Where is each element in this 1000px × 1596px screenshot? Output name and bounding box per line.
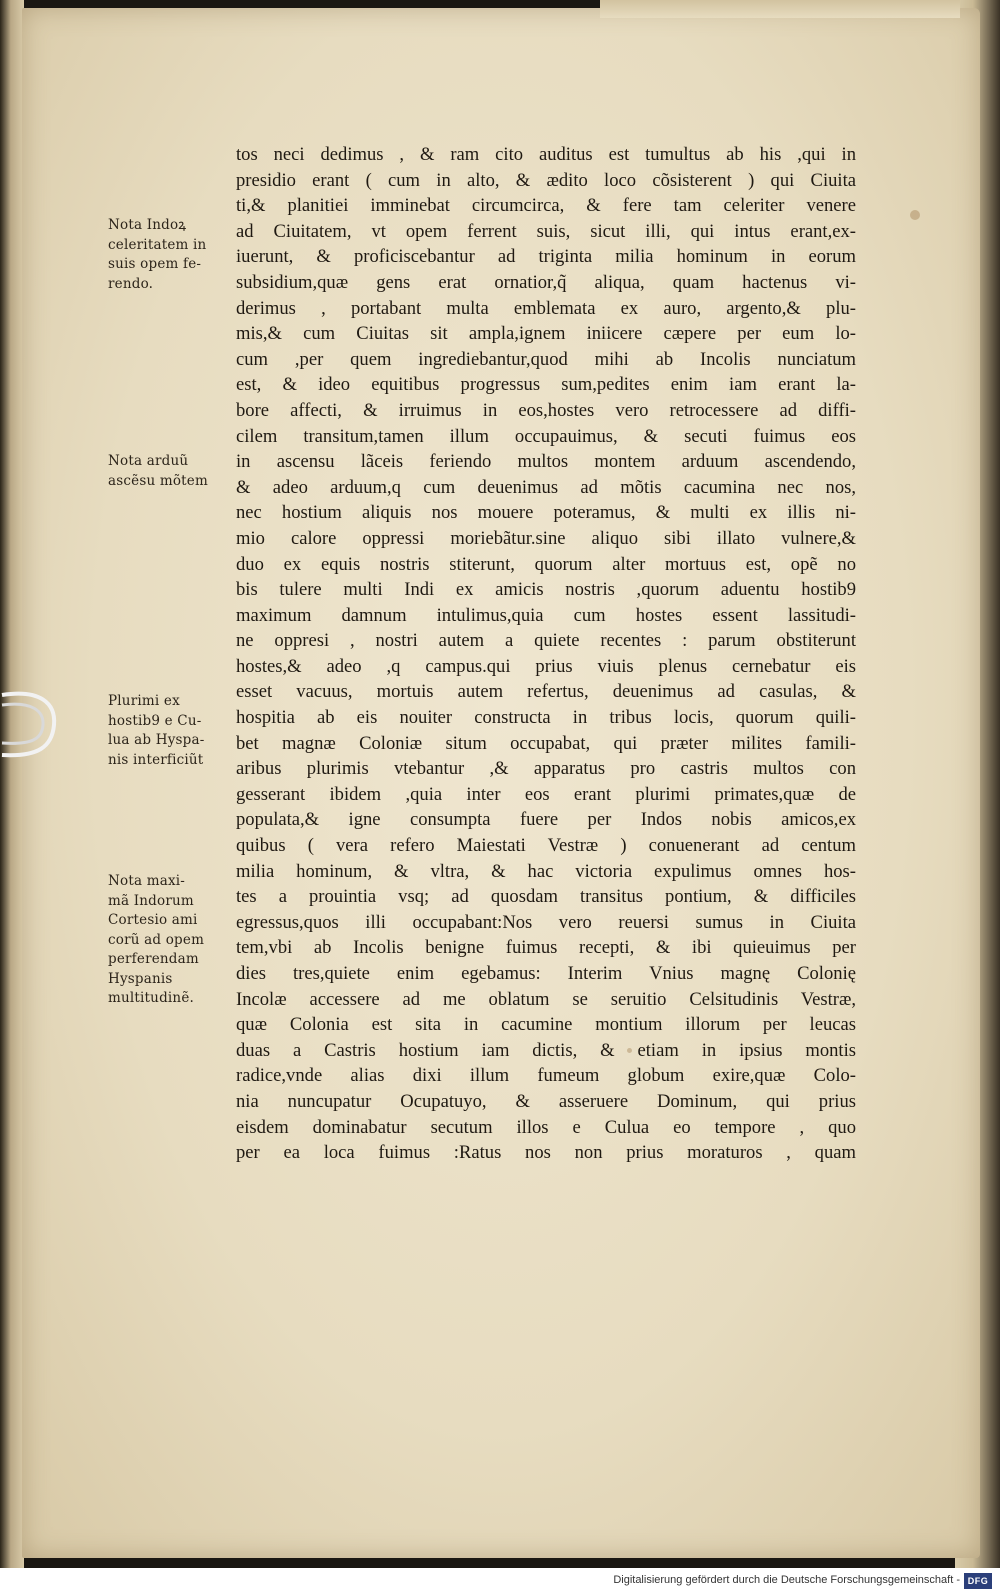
margin-note: Nota arduũ ascẽsu mõtem	[108, 453, 208, 489]
text-line: nec hostium aliquis nos mouere poteramus, & multi ex illis ni-	[236, 502, 856, 524]
page-top-edge	[600, 0, 960, 18]
text-line: duo ex equis nostris stiterunt, quorum alter mortuus est, opẽ no	[236, 553, 856, 575]
text-line: dies tres,quiete enim egebamus: Interim Vnius magnę Colonię	[236, 963, 856, 984]
text-line: aribus plurimis vtebantur ,& apparatus pro castris multos con	[236, 758, 856, 780]
text-line: maximum damnum intulimus,quia cum hostes essent lassitudi-	[236, 604, 856, 626]
dfg-logo: DFG	[964, 1573, 992, 1589]
text-line: esset vacuus, mortuis autem refertus, deuenimus ad casulas, &	[236, 681, 856, 703]
footer-bar	[0, 1568, 1000, 1596]
text-line: eisdem dominabatur secutum illos e Culua eo tempore , quo	[236, 1116, 856, 1138]
text-line: ti,& planitiei imminebat circumcirca, & fere tam celeriter venere	[236, 195, 856, 217]
text-line: mio calore oppressi moriebãtur.sine aliquo sibi illato vulnere,&	[236, 527, 856, 549]
text-line: tos neci dedimus , & ram cito auditus est tumultus ab his ,qui in	[236, 144, 856, 165]
text-line: tem,vbi ab Incolis benigne fuimus recepti, & ibi quieuimus per	[236, 937, 856, 959]
text-line: bore affecti, & irruimus in eos,hostes vero retrocessere ad diffi-	[236, 399, 856, 421]
text-line: egressus,quos illi occupabant:Nos vero reuersi sumus in Ciuita	[236, 911, 856, 933]
text-line: iuerunt, & proficiscebantur ad triginta milia hominum in eorum	[236, 246, 856, 268]
text-line: mis,& cum Ciuitas sit ampla,ignem iniicere cæpere per eum lo-	[236, 323, 856, 345]
text-line: presidio erant ( cum in alto, & ædito loco cõsisterent ) qui Ciuita	[236, 169, 856, 191]
paper-clip-icon	[0, 685, 60, 765]
text-line: subsidium,quæ gens erat ornatior,q̃ aliqua, quam hactenus vi-	[236, 271, 856, 293]
text-line: in ascensu lãceis feriendo multos montem arduum ascendendo,	[236, 451, 856, 473]
text-line: cum ,per quem ingrediebantur,quod mihi ab Incolis nunciatum	[236, 348, 856, 370]
margin-note: Nota Indoꝝ celeritatem in suis opem fe- rendo.	[108, 217, 207, 292]
foxing-spot	[910, 210, 920, 220]
margin-note: Nota maxi- mã Indorum Cortesio ami corũ ad opem perferendam Hyspanis multitudinẽ.	[108, 873, 205, 1006]
funding-credit: Digitalisierung gefördert durch die Deutsche Forschungsgemeinschaft -	[613, 1574, 960, 1586]
text-line: milia hominum, & vltra, & hac victoria expulimus omnes hos-	[236, 860, 856, 882]
text-line: tes a prouintia vsq; ad quosdam transitus pontium, & difficiles	[236, 886, 856, 908]
text-line: ne oppresi , nostri autem a quiete recentes : parum obstiterunt	[236, 630, 856, 652]
text-line: per ea loca fuimus :Ratus nos non prius moraturos , quam	[236, 1142, 856, 1164]
main-text-block	[236, 142, 856, 1166]
text-line: derimus , portabant multa emblemata ex auro, argento,& plu-	[236, 297, 856, 319]
text-line: nia nuncupatur Ocupatuyo, & asseruere Dominum, qui prius	[236, 1090, 856, 1112]
text-line: populata,& igne consumpta fuere per Indos nobis amicos,ex	[236, 809, 856, 831]
text-line: bet magnæ Coloniæ situm occupabat, qui præter milites famili-	[236, 732, 856, 754]
text-line: & adeo arduum,q cum deuenimus ad mõtis cacumina nec nos,	[236, 476, 856, 498]
text-line: hospitia ab eis nouiter constructa in tribus locis, quorum quili-	[236, 707, 856, 729]
text-line: ad Ciuitatem, vt opem ferrent suis, sicut illi, qui intus erant,ex-	[236, 220, 856, 242]
text-line: radice,vnde alias dixi illum fumeum globum exire,quæ Colo-	[236, 1065, 856, 1087]
text-line: bis tulere multi Indi ex amicis nostris ,quorum aduentu hostib9	[236, 579, 856, 601]
text-line: quæ Colonia est sita in cacumine montium illorum per leucas	[236, 1014, 856, 1036]
text-line: hostes,& adeo ,q campus.qui prius viuis plenus cernebatur eis	[236, 655, 856, 677]
text-line: gesserant ibidem ,quia inter eos erant plurimi primates,quæ de	[236, 783, 856, 805]
text-line: est, & ideo equitibus progressus sum,pedites enim iam erant la-	[236, 374, 856, 396]
binding-edge	[0, 0, 24, 1568]
text-line: cilem transitum,tamen illum occupauimus, & secuti fuimus eos	[236, 425, 856, 447]
margin-note: Plurimi ex hostib9 e Cu- lua ab Hyspa- nis interficiũt	[108, 693, 205, 768]
text-line: duas a Castris hostium iam dictis, & etiam in ipsius montis	[236, 1039, 856, 1061]
text-line: quibus ( vera refero Maiestati Vestræ ) conuenerant ad centum	[236, 835, 856, 857]
text-line: Incolæ accessere ad me oblatum se seruitio Celsitudinis Vestræ,	[236, 988, 856, 1010]
